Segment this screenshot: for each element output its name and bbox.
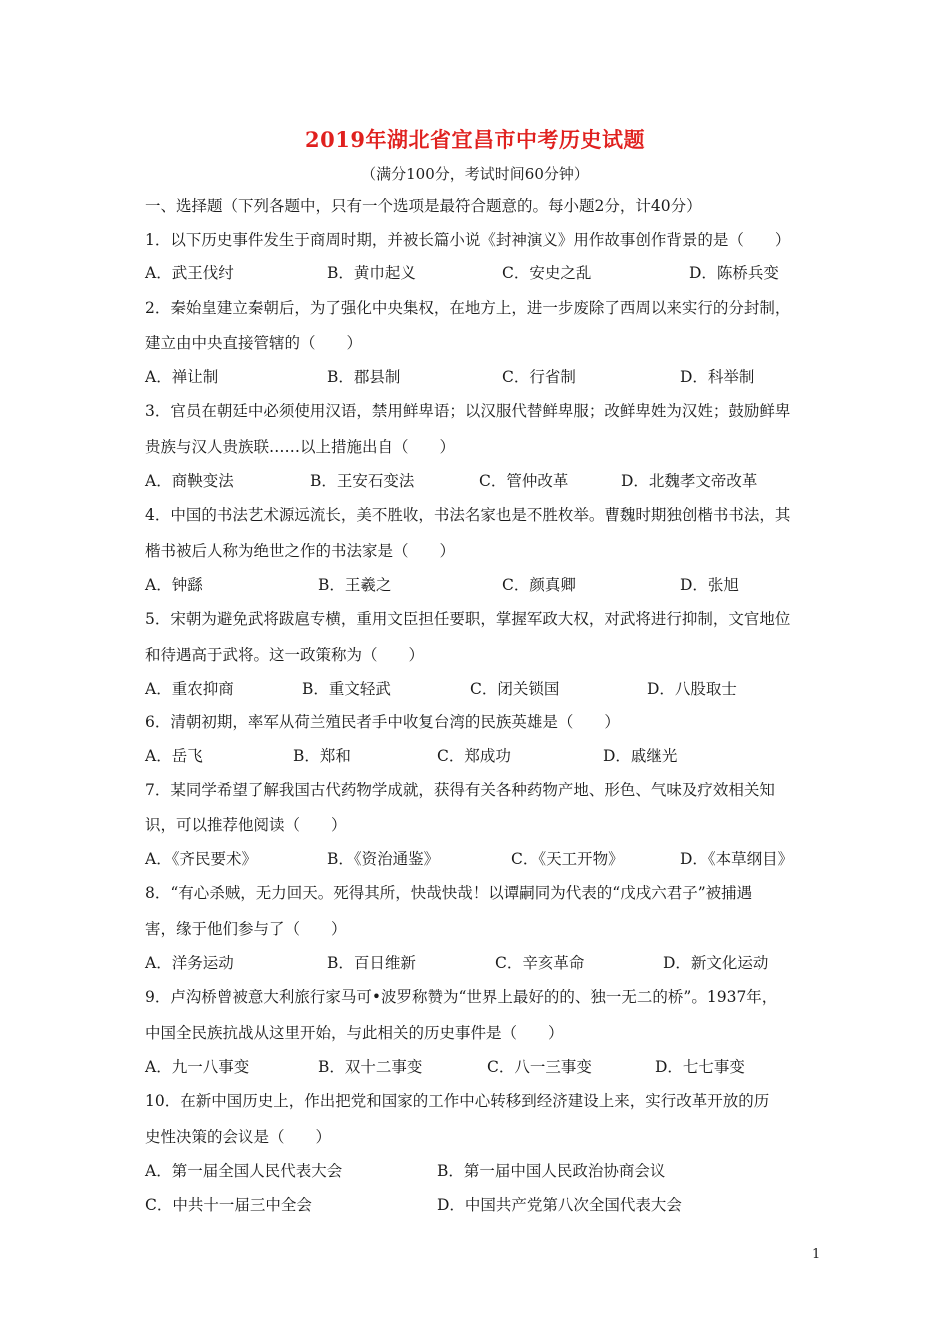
question-9-option-a: A．九一八事变 <box>145 1058 250 1076</box>
question-4-option-d: D．张旭 <box>680 576 739 594</box>
question-3-option-a: A．商鞅变法 <box>145 472 234 490</box>
exam-subtitle: （满分100分，考试时间60分钟） <box>361 165 589 183</box>
question-2-option-d: D．科举制 <box>680 368 755 386</box>
question-2-line-1: 2．秦始皇建立秦朝后，为了强化中央集权，在地方上，进一步废除了西周以来实行的分封制， <box>145 299 791 317</box>
page-number: 1 <box>812 1247 821 1262</box>
question-6-option-c: C．郑成功 <box>437 747 511 765</box>
question-1-option-c: C．安史之乱 <box>502 264 592 282</box>
question-4-option-c: C．颜真卿 <box>502 576 576 594</box>
question-3-line-2: 贵族与汉人贵族联……以上措施出自（ ） <box>145 438 456 456</box>
question-9-line-2: 中国全民族抗战从这里开始，与此相关的历史事件是（ ） <box>145 1024 564 1042</box>
question-5-option-a: A．重农抑商 <box>145 680 234 698</box>
question-5-option-d: D．八股取士 <box>647 680 737 698</box>
question-10-option-c: C．中共十一届三中全会 <box>145 1196 312 1214</box>
question-8-line-1: 8．“有心杀贼，无力回天。死得其所，快哉快哉！以谭嗣同为代表的“戊戌六君子”被捕遇 <box>145 884 753 902</box>
question-5-option-b: B．重文轻武 <box>302 680 391 698</box>
question-1-option-b: B．黄巾起义 <box>327 264 416 282</box>
question-4-line-2: 楷书被后人称为绝世之作的书法家是（ ） <box>145 542 456 560</box>
question-4-option-b: B．王羲之 <box>318 576 392 594</box>
question-6-line-1: 6．清朝初期，率军从荷兰殖民者手中收复台湾的民族英雄是（ ） <box>145 713 620 731</box>
exam-title: 2019年湖北省宜昌市中考历史试题 <box>305 127 645 152</box>
question-1-option-d: D．陈桥兵变 <box>689 264 779 282</box>
question-8-line-2: 害，缘于他们参与了（ ） <box>145 920 347 938</box>
question-10-line-2: 史性决策的会议是（ ） <box>145 1128 332 1146</box>
question-3-line-1: 3．官员在朝廷中必须使用汉语，禁用鲜卑语；以汉服代替鲜卑服；改鲜卑姓为汉姓；鼓励鲜卑 <box>145 402 791 420</box>
question-9-option-b: B．双十二事变 <box>318 1058 423 1076</box>
question-8-option-a: A．洋务运动 <box>145 954 234 972</box>
question-7-option-d: D．《本草纲目》 <box>680 850 794 868</box>
section-heading: 一、选择题（下列各题中，只有一个选项是最符合题意的。每小题2分，计40分） <box>145 197 702 215</box>
question-9-line-1: 9．卢沟桥曾被意大利旅行家马可•波罗称赞为“世界上最好的的、独一无二的桥”。1937年， <box>145 988 778 1006</box>
question-2-option-b: B．郡县制 <box>327 368 401 386</box>
question-1-option-a: A．武王伐纣 <box>145 264 234 282</box>
question-3-option-d: D．北魏孝文帝改革 <box>621 472 758 490</box>
question-1-line-1: 1．以下历史事件发生于商周时期，并被长篇小说《封神演义》用作故事创作背景的是（ ） <box>145 231 791 249</box>
question-10-option-b: B．第一届中国人民政治协商会议 <box>437 1162 666 1180</box>
question-7-option-a: A．《齐民要术》 <box>145 850 257 868</box>
question-5-option-c: C．闭关锁国 <box>470 680 560 698</box>
question-10-option-d: D．中国共产党第八次全国代表大会 <box>437 1196 682 1214</box>
question-8-option-c: C．辛亥革命 <box>495 954 585 972</box>
question-8-option-d: D．新文化运动 <box>663 954 769 972</box>
question-2-option-a: A．禅让制 <box>145 368 219 386</box>
question-3-option-c: C．管仲改革 <box>479 472 569 490</box>
question-8-option-b: B．百日维新 <box>327 954 416 972</box>
question-9-option-d: D．七七事变 <box>655 1058 745 1076</box>
question-3-option-b: B．王安石变法 <box>310 472 415 490</box>
question-5-line-1: 5．宋朝为避免武将跋扈专横，重用文臣担任要职，掌握军政大权，对武将进行抑制，文官地位 <box>145 610 791 628</box>
question-6-option-d: D．戚继光 <box>603 747 678 765</box>
question-6-option-a: A．岳飞 <box>145 747 203 765</box>
question-7-line-2: 识，可以推荐他阅读（ ） <box>145 816 347 834</box>
question-7-option-b: B．《资治通鉴》 <box>327 850 440 868</box>
question-7-option-c: C．《天工开物》 <box>511 850 624 868</box>
question-5-line-2: 和待遇高于武将。这一政策称为（ ） <box>145 646 425 664</box>
question-4-line-1: 4．中国的书法艺术源远流长，美不胜收，书法名家也是不胜枚举。曹魏时期独创楷书书法，其 <box>145 506 791 524</box>
question-2-option-c: C．行省制 <box>502 368 576 386</box>
question-10-option-a: A．第一届全国人民代表大会 <box>145 1162 343 1180</box>
question-9-option-c: C．八一三事变 <box>487 1058 592 1076</box>
question-10-line-1: 10．在新中国历史上，作出把党和国家的工作中心转移到经济建设上来，实行改革开放的历 <box>145 1092 770 1110</box>
question-2-line-2: 建立由中央直接管辖的（ ） <box>145 334 363 352</box>
question-6-option-b: B．郑和 <box>293 747 351 765</box>
question-7-line-1: 7．某同学希望了解我国古代药物学成就，获得有关各种药物产地、形色、气味及疗效相关知 <box>145 781 775 799</box>
question-4-option-a: A．钟繇 <box>145 576 203 594</box>
